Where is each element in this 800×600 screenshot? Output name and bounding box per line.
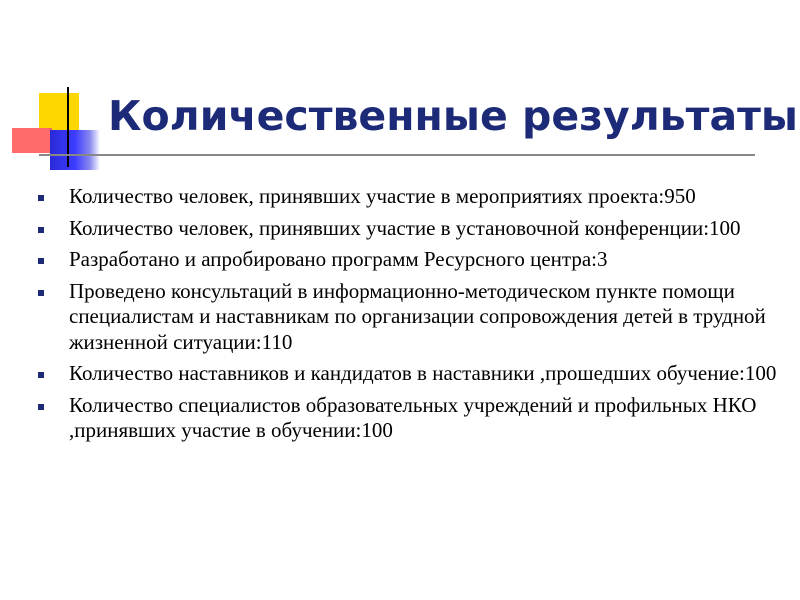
red-square [12,128,52,153]
square-bullet-icon [38,258,44,264]
bullet-text: Количество специалистов образовательных учреждений и профильных НКО ,принявших участие в обучении:100 [69,392,757,442]
bullet-list [38,184,778,450]
blue-square [50,130,100,170]
square-bullet-icon [38,195,44,201]
bullet-item [38,393,778,444]
bullet-text: Количество наставников и кандидатов в наставники ,прошедших обучение:100 [69,361,777,385]
yellow-square [39,93,79,133]
square-bullet-icon [38,227,44,233]
bullet-item [38,184,778,210]
bullet-item [38,216,778,242]
square-bullet-icon [38,290,44,296]
bullet-text: Разработано и апробировано программ Ресурсного центра:3 [69,247,608,271]
square-bullet-icon [38,404,44,410]
bullet-text: Проведено консультаций в информационно-методическом пункте помощи специалистам и наставникам по организации сопровождения детей в трудной жизненной ситуации:110 [69,278,766,354]
bullet-text: Количество человек, принявших участие в установочной конференции:100 [69,215,741,240]
bullet-item [38,361,778,387]
squares-logo-icon [0,0,120,170]
slide-title: Количественные результаты [108,92,798,140]
bullet-text: Количество человек, принявших участие в мероприятиях проекта:950 [69,184,696,208]
bullet-item [38,279,778,356]
bullet-item [38,247,778,273]
square-bullet-icon [38,372,44,378]
title-divider [39,154,755,156]
